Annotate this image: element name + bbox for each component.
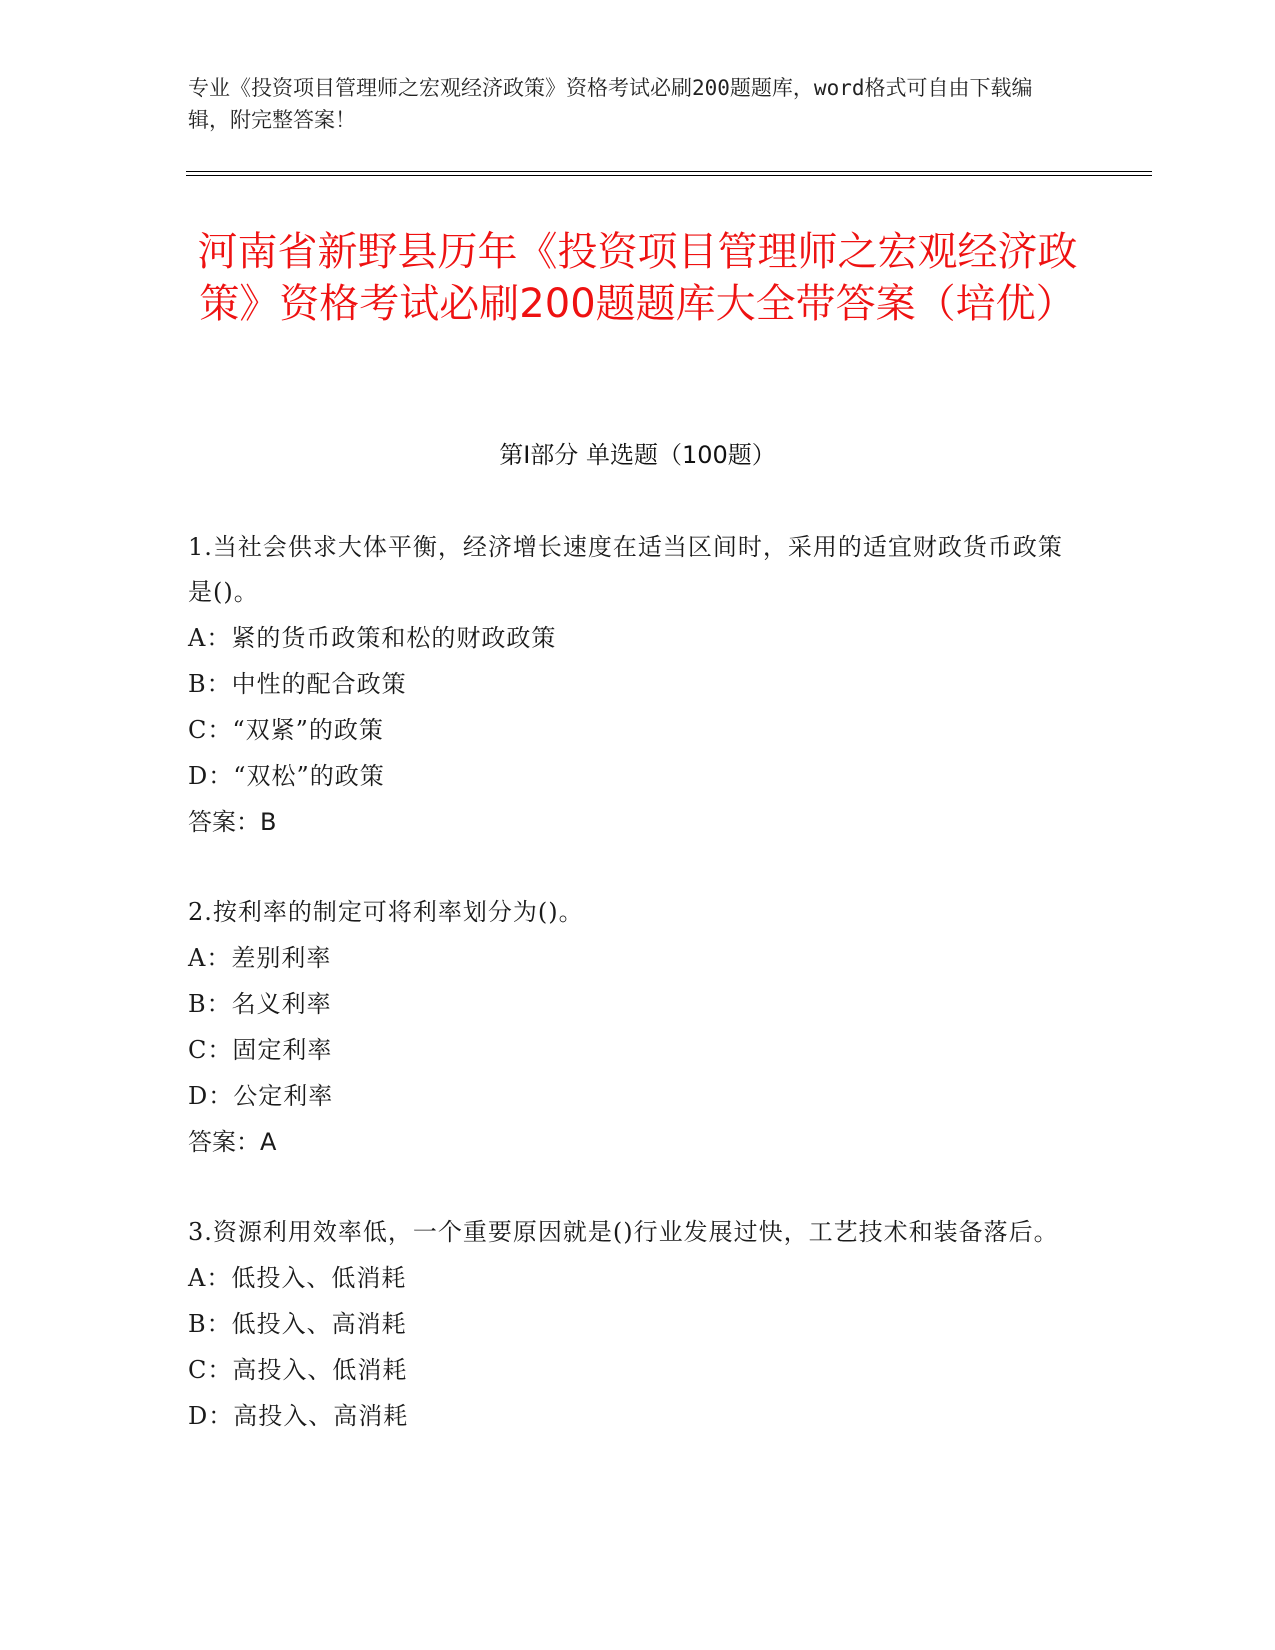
option-a: A：低投入、低消耗 — [188, 1264, 407, 1292]
option-b: B：名义利率 — [188, 990, 332, 1018]
option-b: B：低投入、高消耗 — [188, 1310, 407, 1338]
option-a: A：紧的货币政策和松的财政政策 — [188, 624, 557, 652]
option-c: C：固定利率 — [188, 1036, 333, 1064]
header-divider-bottom — [186, 175, 1152, 176]
question-3 — [188, 1210, 1068, 1439]
question-1 — [188, 525, 1068, 845]
answer-line: 答案：B — [188, 808, 277, 836]
option-d: D：“双松”的政策 — [188, 762, 385, 790]
section-heading: 第Ⅰ部分 单选题（100题） — [499, 441, 776, 469]
option-c: C：“双紧”的政策 — [188, 716, 384, 744]
question-list — [188, 525, 1068, 1484]
option-d: D：公定利率 — [188, 1082, 334, 1110]
option-c: C：高投入、低消耗 — [188, 1356, 408, 1384]
question-stem: 2.按利率的制定可将利率划分为()。 — [188, 898, 584, 926]
option-d: D：高投入、高消耗 — [188, 1402, 409, 1430]
question-stem: 1.当社会供求大体平衡，经济增长速度在适当区间时，采用的适宜财政货币政策是()。 — [188, 533, 1063, 606]
option-b: B：中性的配合政策 — [188, 670, 407, 698]
question-2 — [188, 890, 1068, 1165]
question-stem: 3.资源利用效率低，一个重要原因就是()行业发展过快，工艺技术和装备落后。 — [188, 1218, 1059, 1246]
header-divider-top — [186, 171, 1152, 172]
answer-line: 答案：A — [188, 1128, 277, 1156]
document-title: 河南省新野县历年《投资项目管理师之宏观经济政策》资格考试必刷200题题库大全带答案（培优） — [197, 229, 1078, 327]
option-a: A：差别利率 — [188, 944, 332, 972]
header-note: 专业《投资项目管理师之宏观经济政策》资格考试必刷200题题库，word格式可自由下载编辑，附完整答案！ — [188, 76, 1033, 132]
